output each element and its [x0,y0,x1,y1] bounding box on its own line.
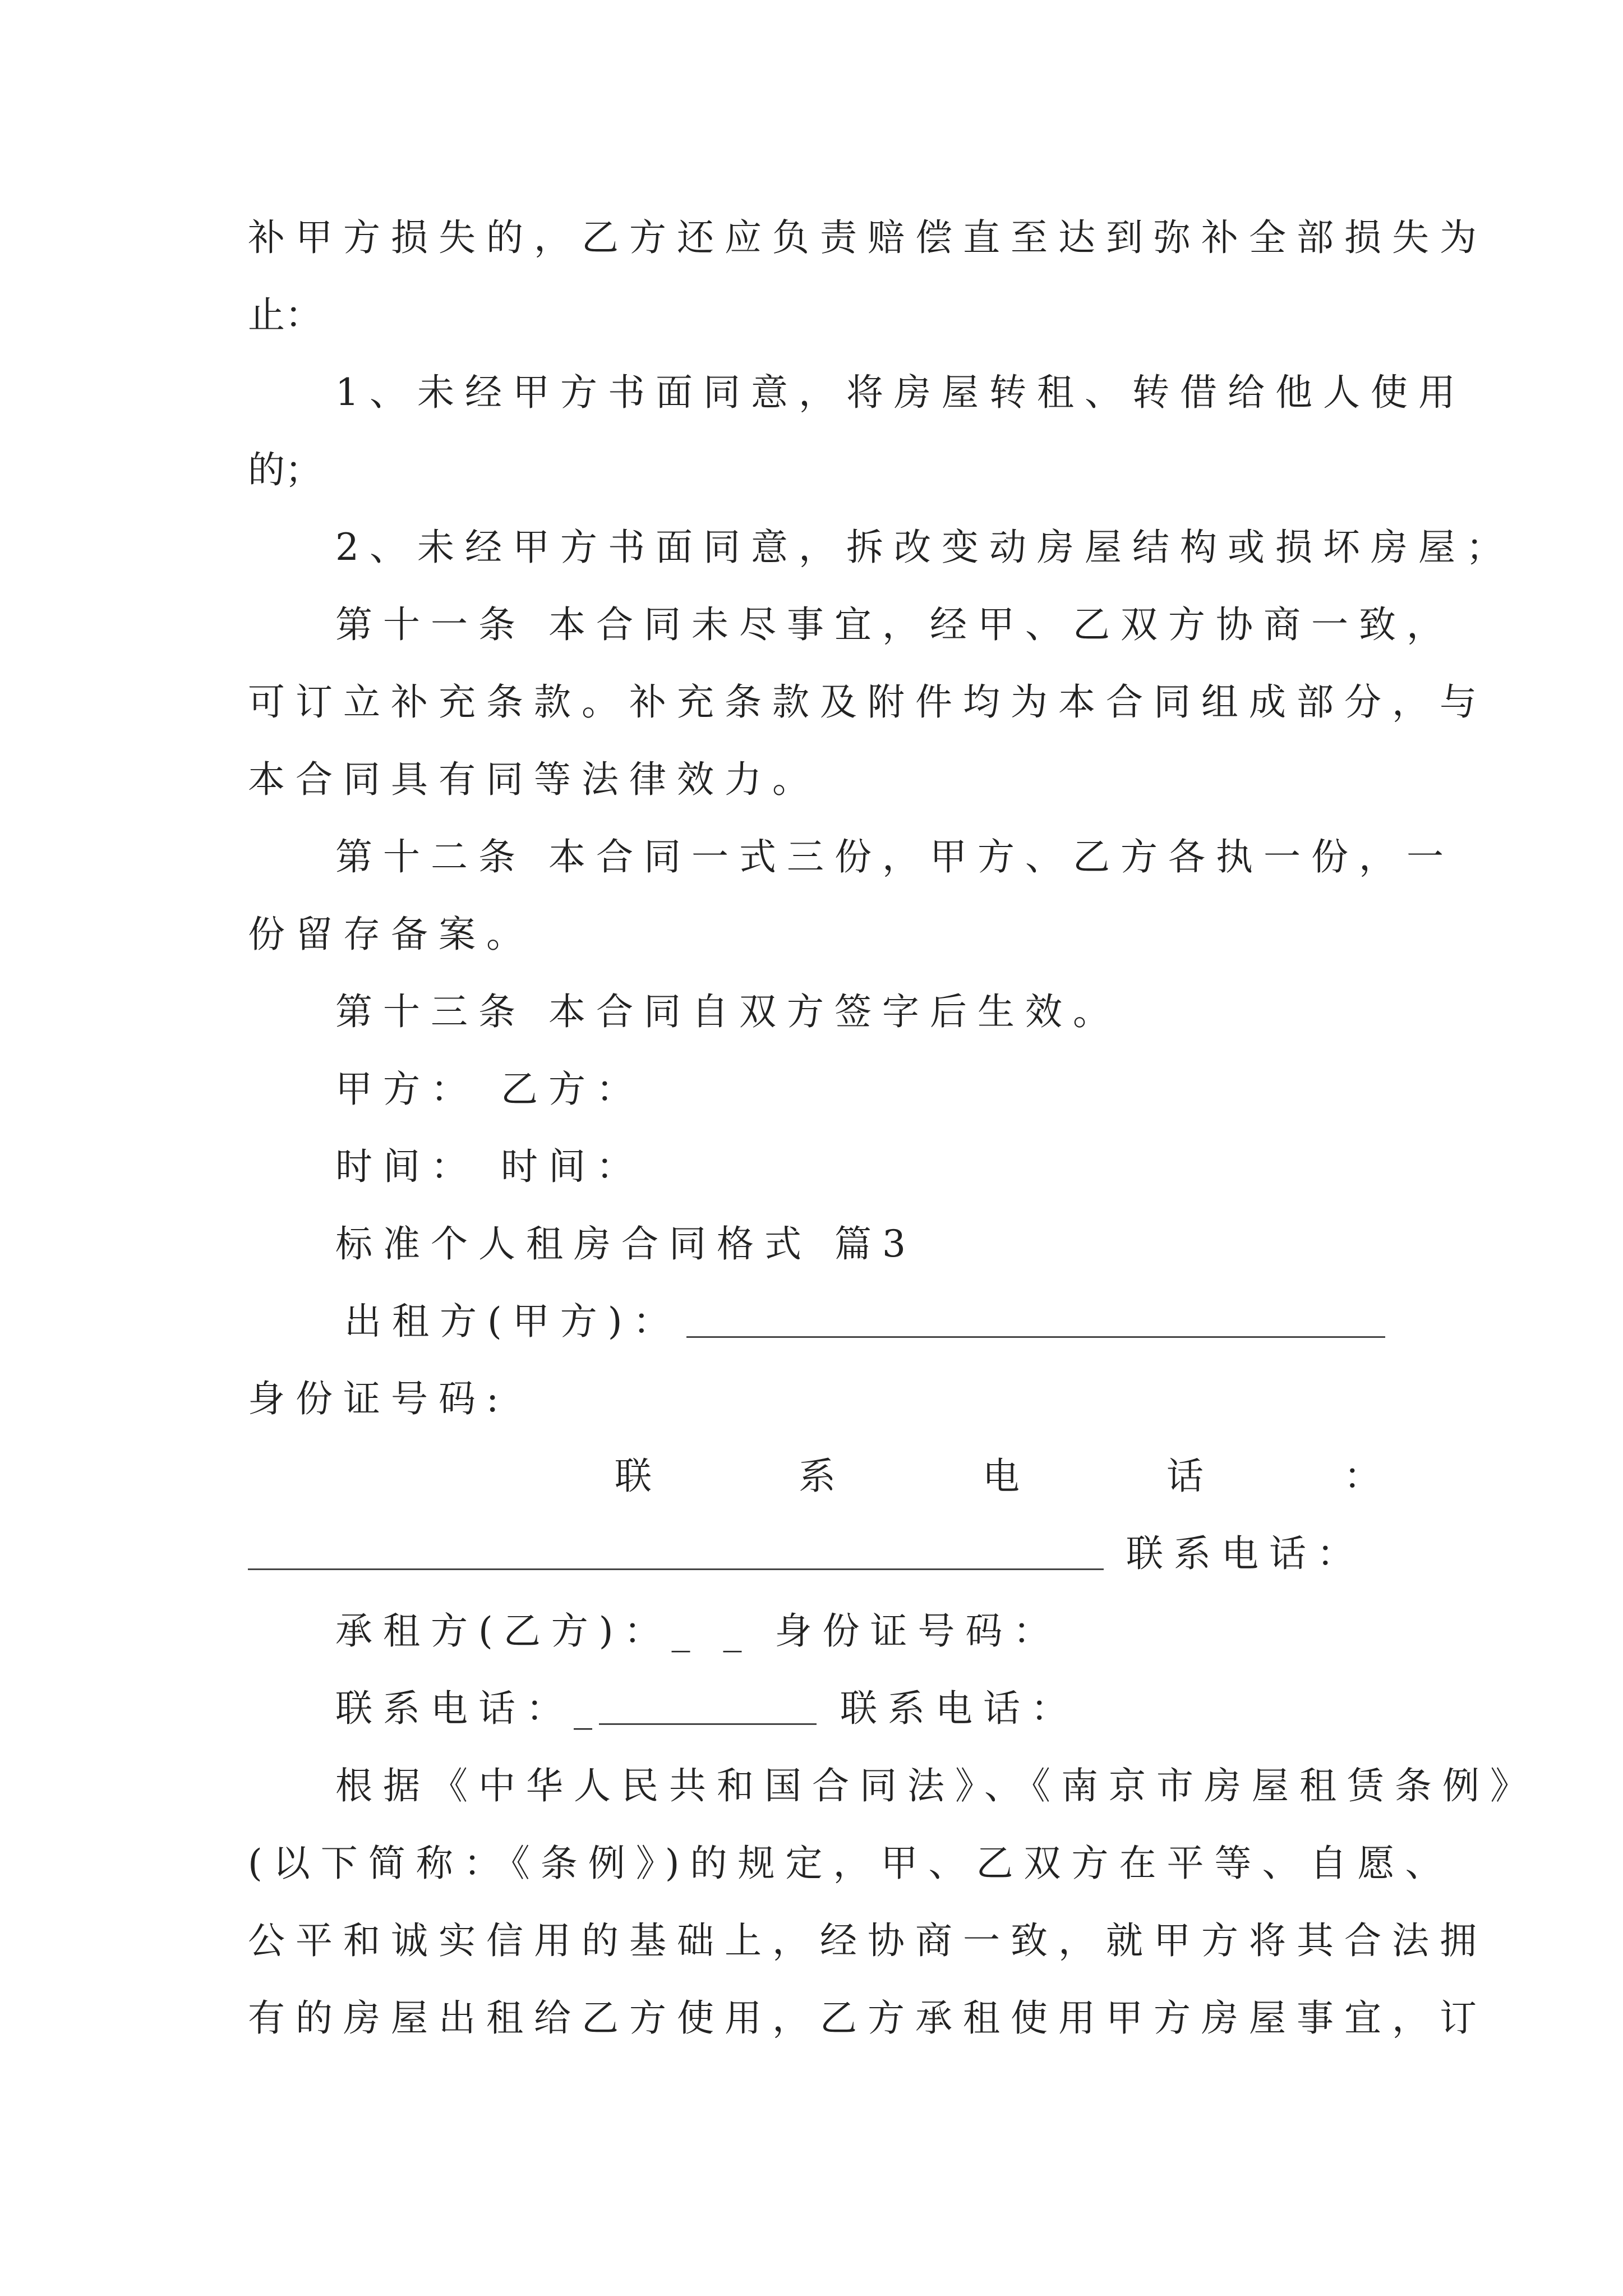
text-line: 1、未经甲方书面同意，将房屋转租、转借给他人使用 [335,371,1466,414]
text-line: 补甲方损失的，乙方还应负责赔偿直至达到弥补全部损失为 [248,216,1487,259]
text-line: 可订立补充条款。补充条款及附件均为本合同组成部分，与 [248,680,1487,724]
article-13-heading: 第十三条 本合同自双方签字后生效。 [335,990,1121,1033]
lessor-blank [686,1336,1385,1338]
phone-char: 系 [799,1455,836,1498]
lessee-phone-blank [599,1723,817,1725]
lessor-label: 出租方(甲方)： [344,1300,681,1343]
text-line: 的； [248,448,322,491]
text-line: 2、未经甲方书面同意，拆改变动房屋结构或损坏房屋； [335,526,1514,569]
id-label: 身份证号码: [248,1377,510,1420]
body-text-line: (以下简称：《条例》)的规定，甲、乙双方在平等、自愿、 [248,1842,1453,1885]
signature-dates: 时间： 时间： [335,1145,644,1188]
body-text-line: 有的房屋出租给乙方使用，乙方承租使用甲方房屋事宜，订 [248,1996,1487,2040]
text-line: 止： [248,293,322,337]
phone-char: ： [1344,1455,1381,1498]
phone-char: 话 [1166,1455,1204,1498]
phone-char: 联 [615,1455,652,1498]
section-title: 标准个人租房合同格式 篇3 [335,1222,916,1266]
phone-label: 联系电话： [1126,1532,1364,1575]
phone-blank [248,1568,1104,1570]
lessee-line: 承租方(乙方)：_ _ 身份证号码： [335,1609,1061,1653]
phone-spread-line [0,1443,1623,1510]
body-text-line: 根据《中华人民共和国合同法》、《南京市房屋租赁条例》 [335,1764,1538,1807]
phone-line [0,1520,1623,1588]
text-line: 份留存备案。 [248,913,534,956]
lessor-line [0,1288,1623,1355]
lessee-phone-label: 联系电话：_ [335,1687,603,1730]
lessee-phone-line [0,1675,1623,1742]
body-text-line: 公平和诚实信用的基础上，经协商一致，就甲方将其合法拥 [248,1919,1487,1962]
phone-char: 电 [983,1455,1020,1498]
article-11-heading: 第十一条 本合同未尽事宜，经甲、乙双方协商一致， [335,603,1454,646]
lessee-phone-label-2: 联系电话： [840,1687,1078,1730]
signature-parties: 甲方： 乙方： [335,1068,644,1111]
article-12-heading: 第十二条 本合同一式三份，甲方、乙方各执一份，一 [335,835,1454,878]
text-line: 本合同具有同等法律效力。 [248,758,820,801]
